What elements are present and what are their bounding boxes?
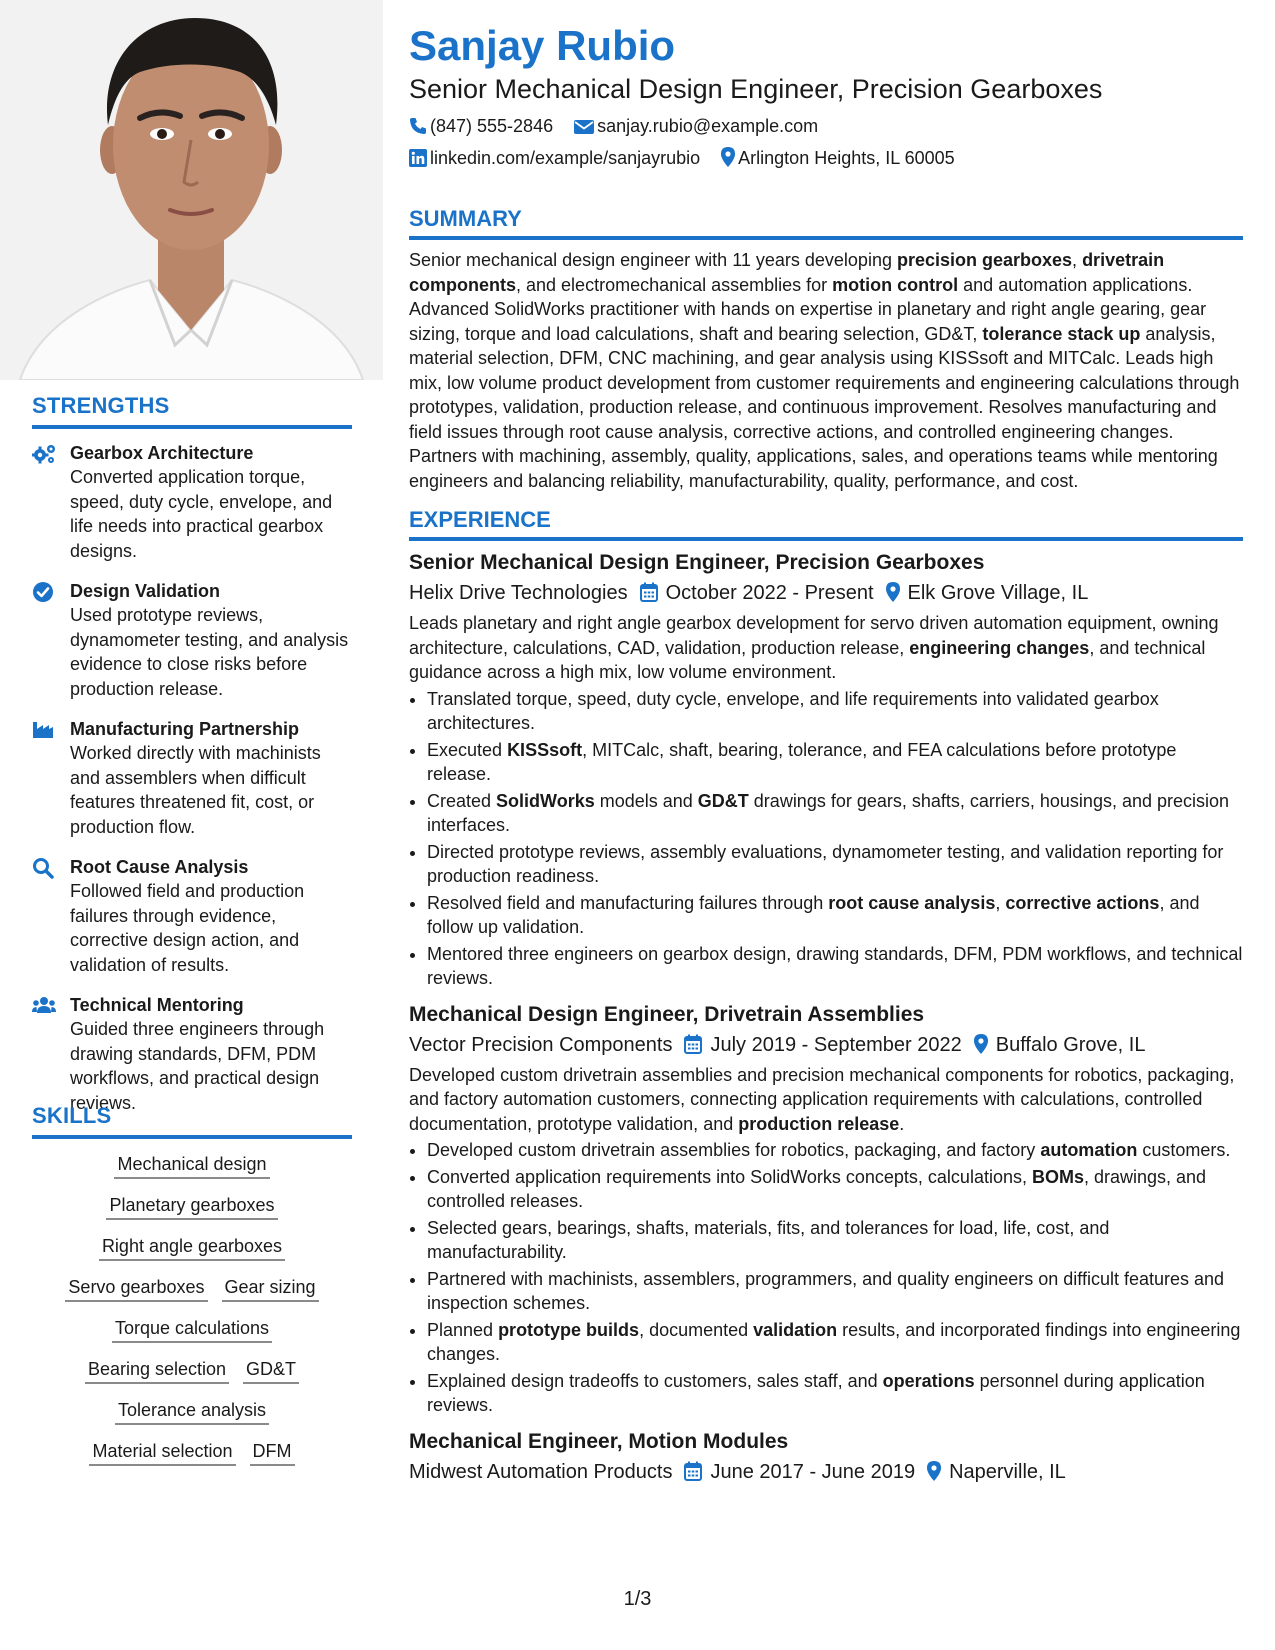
skill-row (32, 1397, 352, 1425)
skill-tag: Torque calculations (112, 1315, 272, 1343)
skill-row (32, 1233, 352, 1261)
text-run: Resolved field and manufacturing failures through (427, 892, 829, 913)
sidebar (0, 0, 383, 1650)
bullet-item (427, 840, 1243, 889)
text-run: Mentored three engineers on gearbox design, drawing standards, DFM, PDM workflows, and technical reviews. (427, 943, 1243, 988)
skill-tag: Planetary gearboxes (106, 1192, 277, 1220)
job-dates (684, 1029, 961, 1061)
strength-description: Converted application torque, speed, duty cycle, envelope, and life needs into practical gearbox designs. (70, 467, 333, 561)
strength-title: Root Cause Analysis (70, 857, 249, 877)
text-run: Planned (427, 1319, 499, 1340)
bold-keyword: SolidWorks (496, 790, 595, 811)
company-name: Vector Precision Components (409, 1033, 673, 1056)
job-location (886, 577, 1089, 609)
linkedin-icon (409, 149, 427, 167)
location-pin-icon (927, 1461, 941, 1481)
email-address: sanjay.rubio@example.com (597, 116, 819, 136)
strength-description: Guided three engineers through drawing standards, DFM, PDM workflows, and practical design reviews. (70, 1019, 325, 1113)
strength-item (32, 993, 352, 1115)
bullet-item (427, 1318, 1243, 1367)
skill-tag: Gear sizing (222, 1274, 319, 1302)
bullet-item (427, 1138, 1243, 1163)
text-run: , (1072, 250, 1083, 270)
bullet-item (427, 1267, 1243, 1316)
linkedin-contact[interactable] (409, 142, 700, 174)
job-dates-text: October 2022 - Present (665, 582, 874, 604)
job-title: Mechanical Design Engineer, Drivetrain Assemblies (409, 1002, 925, 1026)
strength-title: Manufacturing Partnership (70, 719, 300, 739)
text-run: results, and incorporated findings into engineering changes. (427, 1319, 1241, 1364)
strength-title: Design Validation (70, 581, 221, 601)
text-run: Developed custom drivetrain assemblies for robotics, packaging, and factory (427, 1140, 1041, 1160)
location-pin-icon (886, 582, 900, 602)
text-run: , drawings, and controlled releases. (427, 1166, 1207, 1211)
text-run: Senior mechanical design engineer with 11 years developing (409, 250, 897, 270)
text-run: Executed (427, 739, 508, 760)
job-meta (409, 577, 1243, 609)
contact-info (409, 110, 1243, 174)
strength-description: Followed field and production failures through evidence, corrective design action, and validation of results. (70, 881, 305, 975)
calendar-icon (684, 1034, 702, 1054)
skills-list (32, 1151, 352, 1466)
location-pin-icon (721, 147, 735, 167)
text-run: , and electromechanical assemblies for (516, 274, 833, 295)
bold-keyword: root cause analysis (828, 892, 996, 913)
job-location (927, 1456, 1066, 1488)
text-run: , documented (639, 1319, 754, 1340)
candidate-title: Senior Mechanical Design Engineer, Precision Gearboxes (409, 74, 1103, 104)
summary-heading: SUMMARY (409, 206, 1243, 240)
bold-keyword: automation (1040, 1140, 1138, 1160)
text-run: analysis, material selection, DFM, CNC machining, and gear analysis using KISSsoft and MITCalc. Leads high mix, low volume product development from customer requirements and engineering calculations through prototypes, validation, production release, and continuous improvement. Resolves manufacturing and field issues through root cause analysis, corrective actions, and controlled engineering changes. Partners with machining, assembly, quality, applications, sales, and operations teams while mentoring engineers and balancing reliability, manufacturability, quality, performance, and cost. (409, 323, 1240, 491)
strength-item (32, 855, 352, 977)
text-run: . (899, 1113, 905, 1134)
job-location-text: Naperville, IL (949, 1460, 1066, 1483)
text-run: customers. (1137, 1140, 1231, 1160)
calendar-icon (640, 582, 658, 602)
bold-keyword: motion control (832, 274, 959, 295)
skill-tag: Right angle gearboxes (99, 1233, 285, 1261)
skill-tag: Mechanical design (114, 1151, 269, 1179)
company-name: Helix Drive Technologies (409, 582, 628, 604)
candidate-name: Sanjay Rubio (409, 22, 676, 69)
text-run: and automation applications. Advanced SolidWorks practitioner with hands on expertise in planetary and right angle gearing, gear sizing, torque and load calculations, shaft and bearing selection, GD&T, (409, 274, 1207, 344)
bold-keyword: operations (882, 1370, 975, 1391)
skill-tag: GD&T (243, 1356, 299, 1384)
strength-item (32, 579, 352, 701)
bold-keyword: production release (738, 1113, 900, 1134)
bold-keyword: tolerance stack up (982, 323, 1141, 344)
text-run: , MITCalc, shaft, bearing, tolerance, and FEA calculations before prototype release. (427, 739, 1177, 784)
gears-icon (32, 443, 56, 465)
job-entry (409, 549, 1243, 991)
bullet-item (427, 891, 1243, 940)
text-run: models and (594, 790, 698, 811)
strengths-section (32, 393, 352, 1131)
strengths-heading: STRENGTHS (32, 393, 352, 429)
text-run: Created (427, 790, 497, 811)
job-entry (409, 1001, 1243, 1418)
portrait-illustration (0, 0, 383, 380)
text-run: , and follow up validation. (427, 892, 1200, 937)
bold-keyword: engineering changes (909, 637, 1090, 658)
text-run: , (995, 892, 1006, 913)
factory-icon (32, 719, 56, 741)
skill-row (32, 1274, 352, 1302)
job-location-text: Buffalo Grove, IL (995, 1033, 1146, 1056)
bullet-item (427, 1369, 1243, 1418)
text-run: Explained design tradeoffs to customers, sales staff, and (427, 1370, 883, 1391)
skill-row (32, 1315, 352, 1343)
main-content (409, 20, 1243, 1490)
job-meta (409, 1456, 1243, 1488)
phone-icon (409, 117, 427, 135)
text-run: Translated torque, speed, duty cycle, envelope, and life requirements into validated gearbox architectures. (427, 688, 1159, 733)
linkedin-url: linkedin.com/example/sanjayrubio (430, 148, 701, 168)
skill-tag: Bearing selection (85, 1356, 229, 1384)
job-entry (409, 1428, 1243, 1488)
text-run: personnel during application reviews. (427, 1370, 1205, 1415)
bullet-item (427, 789, 1243, 838)
text-run: Selected gears, bearings, shafts, materials, fits, and tolerances for load, life, cost, and manufacturability. (427, 1217, 1110, 1262)
bullet-item (427, 1165, 1243, 1214)
bold-keyword: BOMs (1031, 1166, 1084, 1187)
strength-item (32, 441, 352, 563)
check-circle-icon (32, 581, 56, 603)
text-run: , and technical guidance across a high mix, low volume environment. (409, 637, 1206, 682)
bold-keyword: validation (753, 1319, 838, 1340)
job-location (974, 1029, 1146, 1061)
bullet-item (427, 942, 1243, 991)
bullet-item (427, 738, 1243, 787)
location-contact (721, 142, 954, 174)
email-contact[interactable] (574, 110, 818, 142)
job-bullets (409, 1138, 1243, 1418)
strength-title: Gearbox Architecture (70, 443, 254, 463)
text-run: Partnered with machinists, assemblers, programmers, and quality engineers on difficult features and inspection schemes. (427, 1268, 1225, 1313)
text-run: Developed custom drivetrain assemblies and precision mechanical components for robotics, packaging, and factory automation customers, connecting application requirements with calculations, controlled documentation, prototype validation, and (409, 1064, 1235, 1134)
email-icon (574, 119, 594, 135)
bold-keyword: drivetrain components (409, 250, 1165, 295)
skills-section (32, 1103, 352, 1479)
skill-tag: DFM (250, 1438, 295, 1466)
job-dates-text: July 2019 - September 2022 (710, 1033, 962, 1056)
skill-tag: Servo gearboxes (65, 1274, 207, 1302)
experience-heading: EXPERIENCE (409, 507, 1243, 541)
skill-tag: Material selection (89, 1438, 235, 1466)
skill-row (32, 1356, 352, 1384)
job-description (409, 611, 1243, 685)
bold-keyword: KISSsoft (507, 739, 583, 760)
calendar-icon (684, 1461, 702, 1481)
bold-keyword: prototype builds (498, 1319, 640, 1340)
profile-photo (0, 0, 383, 380)
strength-description: Worked directly with machinists and assemblers when difficult features threatened fit, cost, or production flow. (70, 743, 321, 837)
text-run: Directed prototype reviews, assembly evaluations, dynamometer testing, and validation reporting for production readiness. (427, 841, 1224, 886)
job-bullets (409, 687, 1243, 991)
company-name: Midwest Automation Products (409, 1460, 673, 1483)
text-run: Leads planetary and right angle gearbox development for servo driven automation equipment, owning architecture, calculations, CAD, validation, production release, (409, 613, 1219, 658)
phone-contact[interactable] (409, 110, 553, 142)
location-text: Arlington Heights, IL 60005 (738, 148, 955, 168)
job-dates (684, 1456, 915, 1488)
bold-keyword: GD&T (697, 790, 749, 811)
page-number: 1/3 (623, 1588, 652, 1610)
job-location-text: Elk Grove Village, IL (907, 582, 1089, 604)
strength-item (32, 717, 352, 839)
summary-text (409, 248, 1243, 493)
skill-row (32, 1192, 352, 1220)
skill-row (32, 1151, 352, 1179)
bullet-item (427, 1216, 1243, 1265)
job-meta (409, 1029, 1243, 1061)
skill-row (32, 1438, 352, 1466)
bullet-item (427, 687, 1243, 736)
job-title: Senior Mechanical Design Engineer, Precision Gearboxes (409, 551, 985, 574)
job-title: Mechanical Engineer, Motion Modules (409, 1429, 789, 1453)
bold-keyword: corrective actions (1005, 892, 1160, 913)
strength-description: Used prototype reviews, dynamometer testing, and analysis evidence to close risks before production release. (70, 605, 349, 699)
experience-list (409, 549, 1243, 1488)
job-dates (640, 577, 874, 609)
location-pin-icon (974, 1034, 988, 1054)
skill-tag: Tolerance analysis (115, 1397, 269, 1425)
users-icon (32, 995, 56, 1017)
bold-keyword: precision gearboxes (896, 250, 1073, 270)
skills-heading: SKILLS (32, 1103, 352, 1139)
phone-number: (847) 555-2846 (430, 116, 554, 136)
text-run: Converted application requirements into SolidWorks concepts, calculations, (427, 1166, 1032, 1187)
strength-title: Technical Mentoring (70, 995, 244, 1015)
text-run: drawings for gears, shafts, carriers, housings, and precision interfaces. (427, 790, 1230, 835)
job-dates-text: June 2017 - June 2019 (710, 1460, 916, 1483)
job-description (409, 1063, 1243, 1137)
search-icon (32, 857, 56, 879)
